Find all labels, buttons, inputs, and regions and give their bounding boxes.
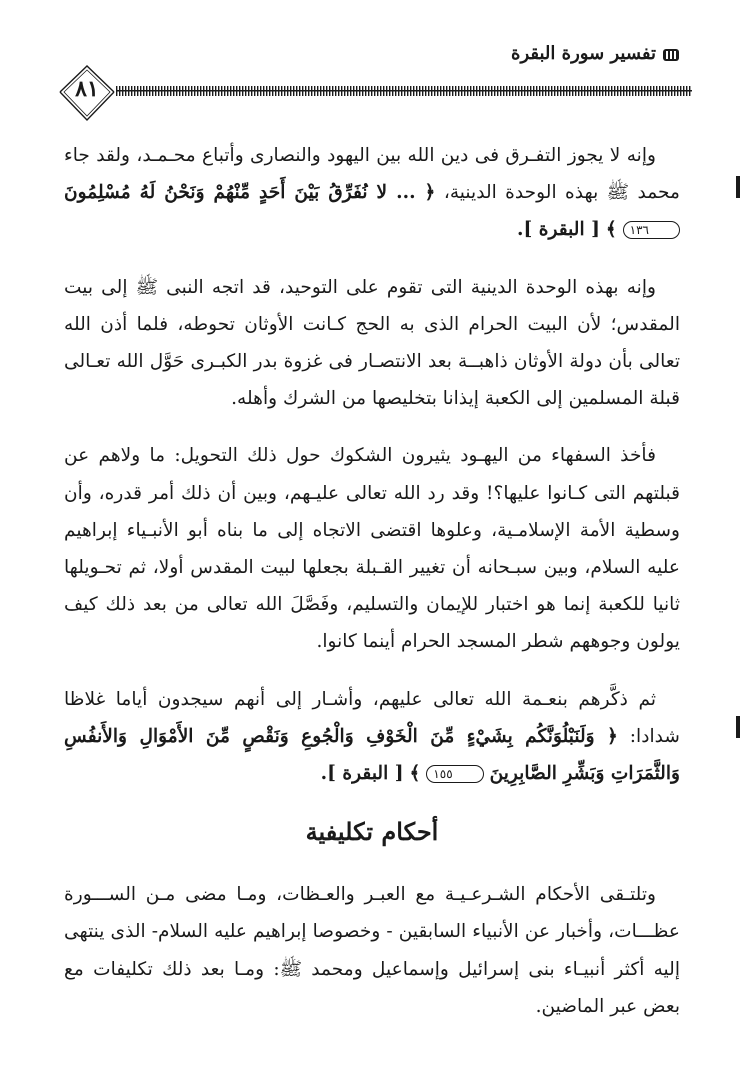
paragraph-text: وإنه لا يجوز التفـرق فى دين الله بين اليهود والنصارى وأتباع محـمـد، ولقد جاء محمد ﷺ بهذه الوحدة الدينية، (64, 145, 681, 204)
page-number-badge (54, 62, 120, 124)
paragraph-2: وإنه بهذه الوحدة الدينية التى تقوم على التوحيد، قد اتجه النبى ﷺ إلى بيت المقدس؛ لأن البيت الحرام الذى به الحج كـانت الأوثان تحوطه، فلما أذن الله تعالى بأن دولة الأوثان ذاهبــة بعد الانتصـار فى غزوة بدر الكبـرى حَوَّل الله تعـالى قبلة المسلمين إلى الكعبة إيذانا بتخليصها من الشرك وأهله. (64, 276, 680, 410)
quran-verse: ﴿ وَلَنَبْلُوَنَّكُم بِشَيْءٍ مِّنَ الْخَوْفِ وَالْجُوعِ وَنَقْصٍ مِّنَ الأَمْوَالِ وَالأَنفُسِ وَالثَّمَرَاتِ وَبَشِّرِ الصَّابِرِينَ (64, 725, 680, 785)
running-head: تفسير سورة البقرة (511, 43, 656, 64)
page-body (64, 137, 680, 1045)
section-title: أحكام تكليفية (305, 817, 439, 847)
header-rule (116, 86, 692, 96)
paragraph-3: فأخذ السفهاء من اليهـود يثيرون الشكوك حول ذلك التحويل: ما ولاهم عن قبلتهم التى كـانوا عليها؟! وقد رد الله تعالى عليـهم، وبين أن ذلك أمر قدره، وأن وسطية الأمة الإسلامـية، وعلوها اقتضى الاتجاه إلى ما بناه أبو الأنبـياء إبراهيم عليه السلام، وبين سبـحانه أن تغيير القـبلة بجعلها لبيت المقدس أولا، ثم تحـويلها ثانيا للكعبة إنما هو اختبار للإيمان والتسليم، وفَصَّلَ الله تعالى من بعد ذلك كيف يولون وجوههم شطر المسجد الحرام أينما كانوا. (64, 445, 680, 653)
paragraph-5: وتلتـقى الأحكام الشـرعـيـة مع العبـر والعـظات، ومـا مضى مـن الســـورة عظـــات، وأخبار عن الأنبياء السابقين - وخصوصا إبراهيم عليه السلام- الذى ينتهى إليه أكثر أنبيـاء بنى إسرائيل وإسماعيل ومحمد ﷺ: ومـا بعد ذلك تكليفات مع بعض عبر الماضين. (64, 884, 680, 1017)
paragraph-1 (64, 137, 680, 249)
aya-number: ١٣٦ (623, 221, 680, 239)
page-number: ٨١ (75, 76, 99, 102)
quran-verse: ﴿ ... لا نُفَرِّقُ بَيْنَ أَحَدٍ مِّنْهُمْ وَنَحْنُ لَهُ مُسْلِمُونَ (64, 182, 436, 204)
verse-close: ﴾ (409, 763, 421, 785)
aya-number: ١٥٥ (426, 765, 483, 783)
surah-reference: [ البقرة ]. (320, 763, 404, 785)
paragraph-text: ثم ذكَّرهم بنعـمة الله تعالى عليهم، وأشـار إلى أنهم سيجدون أياما غلاظا شدادا: (64, 688, 680, 747)
verse-close: ﴾ (605, 219, 617, 241)
surah-reference: [ البقرة ]. (517, 219, 600, 241)
page-edge-mark (736, 716, 740, 738)
paragraph-4 (64, 681, 680, 793)
header-ornament-icon (662, 47, 680, 63)
page-header (0, 0, 742, 125)
page-edge-mark (736, 176, 740, 198)
